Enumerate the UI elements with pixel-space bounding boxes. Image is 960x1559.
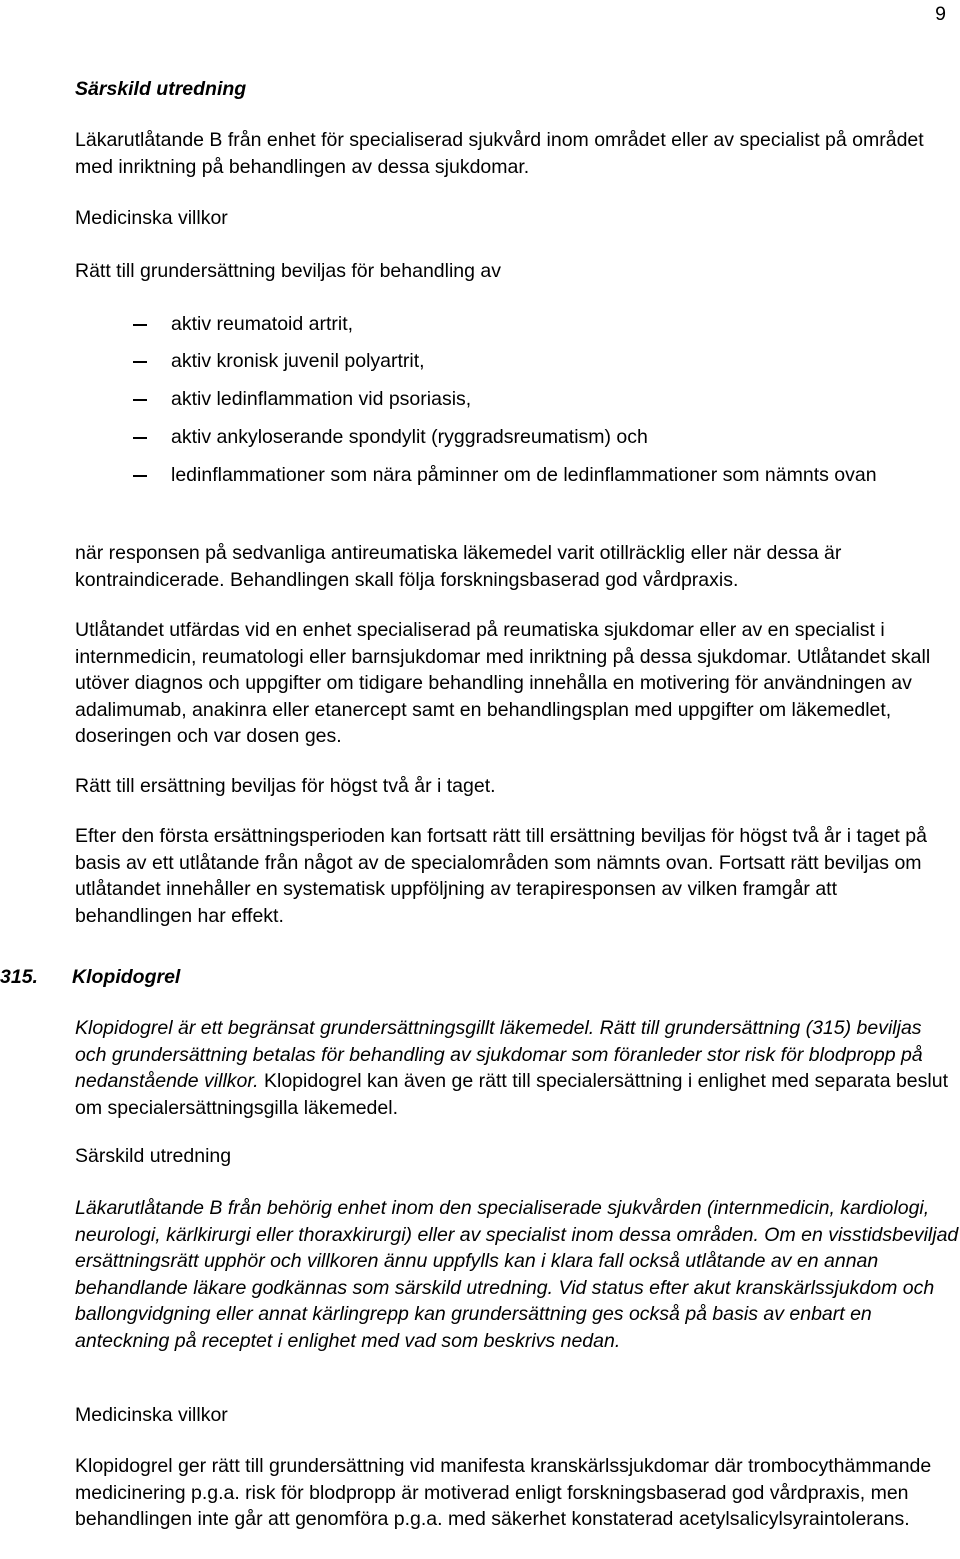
- paragraph-lakarutlatande-1: Läkarutlåtande B från enhet för specialiserad sjukvård inom området eller av specialist på området med inriktning på behandlingen av dessa sjukdomar.: [75, 129, 924, 178]
- section-title: Klopidogrel: [72, 966, 181, 988]
- paragraph-efter-forsta: Efter den första ersättningsperioden kan fortsatt rätt till ersättning beviljas för högst två år i taget på basis av ett utlåtande från något av de specialområden som nämnts ovan. Fortsatt rätt beviljas om utlåtandet innehåller en systematisk uppföljning av terapiresponsen av vilken framgår att behandlingen har effekt.: [75, 825, 927, 927]
- heading-sarskild-utredning-1: Särskild utredning: [75, 78, 247, 100]
- paragraph-klopidogrel-intro: [75, 1015, 955, 1121]
- list-item-text: ledinflammationer som nära påminner om de ledinflammationer som nämnts ovan: [171, 464, 877, 486]
- klopidogrel-intro-normal: Klopidogrel kan även ge rätt till specialersättning i enlighet med separata beslut om specialersättningsgilla läkemedel.: [75, 1070, 948, 1119]
- list-item-text: aktiv ankyloserande spondylit (ryggradsreumatism) och: [171, 426, 648, 448]
- dash-bullet-icon: [133, 437, 147, 439]
- dash-bullet-icon: [133, 324, 147, 326]
- heading-medicinska-villkor-1: Medicinska villkor: [75, 207, 228, 229]
- paragraph-lakarutlatande-2: Läkarutlåtande B från behörig enhet inom den specialiserade sjukvården (internmedicin, kardiologi, neurologi, kärlkirurgi eller thoraxkirurgi) eller av specialist inom dessa områden. Om en visstidsbeviljad ersättningsrätt upphör och villkoren ännu uppfylls kan i klara fall också utlåtande av en annan behandlande läkare godkännas som särskild utredning. Vid status efter akut kranskärlssjukdom och ballongvidgning eller annat kärlingrepp kan grundersättning ges också på basis av enbart en anteckning på receptet i enlighet med vad som beskrivs nedan.: [75, 1197, 959, 1352]
- heading-medicinska-villkor-2: Medicinska villkor: [75, 1404, 228, 1426]
- paragraph-ratt-till-grundersattning: Rätt till grundersättning beviljas för behandling av: [75, 260, 502, 282]
- section-number: 315.: [0, 966, 38, 988]
- page-number: 9: [935, 3, 946, 25]
- paragraph-utlatandet: Utlåtandet utfärdas vid en enhet specialiserad på reumatiska sjukdomar eller av en specialist i internmedicin, reumatologi eller barnsjukdomar med inriktning på dessa sjukdomar. Utlåtandet skall utöver diagnos och uppgifter om tidigare behandling innehålla en motivering för användningen av adalimumab, anakinra eller etanercept samt en behandlingsplan med uppgifter om läkemedlet, doseringen och var dosen ges.: [75, 619, 931, 747]
- heading-sarskild-utredning-2: Särskild utredning: [75, 1145, 232, 1167]
- list-item-text: aktiv kronisk juvenil polyartrit,: [171, 350, 425, 372]
- paragraph-tva-ar: Rätt till ersättning beviljas för högst två år i taget.: [75, 775, 496, 797]
- dash-bullet-icon: [133, 361, 147, 363]
- dash-bullet-icon: [133, 475, 147, 477]
- list-item-text: aktiv ledinflammation vid psoriasis,: [171, 388, 472, 410]
- paragraph-klopidogrel-villkor: Klopidogrel ger rätt till grundersättning vid manifesta kranskärlssjukdomar där trombocythämmande medicinering p.g.a. risk för blodpropp är motiverad enligt forskningsbaserad god vårdpraxis, men behandlingen inte går att genomföra p.g.a. med säkerhet konstaterad acetylsalicylsyraintolerans.: [75, 1455, 932, 1530]
- list-item-text: aktiv reumatoid artrit,: [171, 313, 354, 335]
- klopidogrel-intro-italic: Klopidogrel är ett begränsat grundersättningsgillt läkemedel. Rätt till grundersättning (315) beviljas och grundersättning betalas för behandling av sjukdomar som föranleder stor risk för blodpropp på nedanstående villkor.: [75, 1017, 923, 1092]
- dash-bullet-icon: [133, 399, 147, 401]
- paragraph-nar-responsen: när responsen på sedvanliga antireumatiska läkemedel varit otillräcklig eller när dessa är kontraindicerade. Behandlingen skall följa forskningsbaserad god vårdpraxis.: [75, 542, 842, 591]
